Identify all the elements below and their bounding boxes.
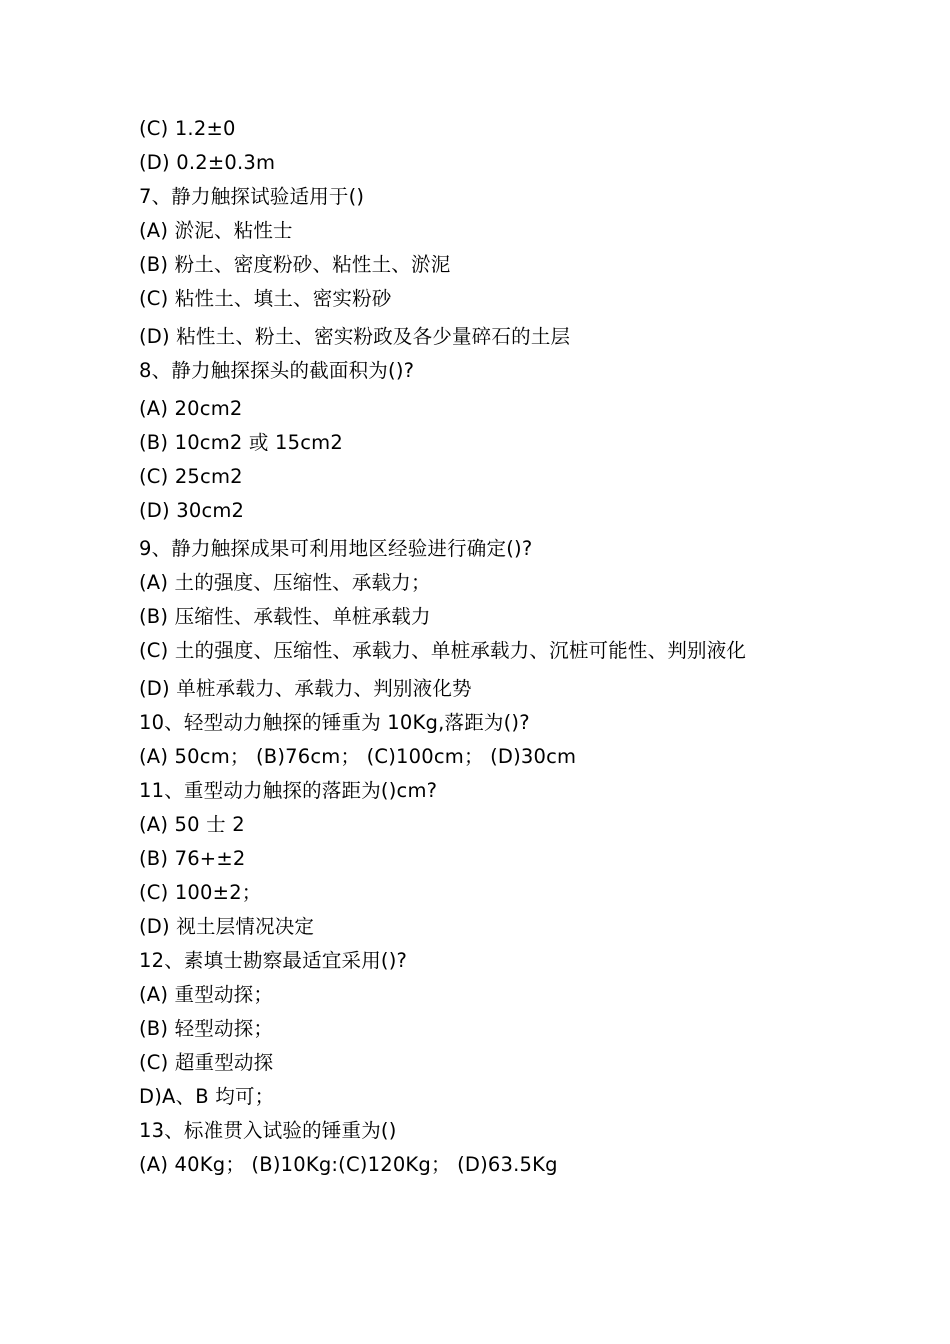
- option-a-q11: (A) 50 士 2: [139, 813, 245, 836]
- option-b-q12: (B) 轻型动探；: [139, 1017, 274, 1040]
- option-a-q8: (A) 20cm2: [139, 397, 243, 420]
- question-9: 9、静力触探成果可利用地区经验进行确定()?: [139, 537, 533, 560]
- option-b-q8: (B) 10cm2 或 15cm2: [139, 431, 343, 454]
- option-b-q11: (B) 76+±2: [139, 847, 246, 870]
- option-c-q6: (C) 1.2±0: [139, 117, 236, 140]
- option-d-q9: (D) 单桩承载力、承载力、判别液化势: [139, 677, 472, 700]
- option-a-q9: (A) 土的强度、压缩性、承载力；: [139, 571, 431, 594]
- option-c-q8: (C) 25cm2: [139, 465, 243, 488]
- option-d-q11: (D) 视土层情况决定: [139, 915, 315, 938]
- options-q13: (A) 40Kg； (B)10Kg:(C)120Kg； (D)63.5Kg: [139, 1153, 558, 1176]
- question-7: 7、静力触探试验适用于(): [139, 185, 365, 208]
- question-10: 10、轻型动力触探的锤重为 10Kg,落距为()?: [139, 711, 530, 734]
- question-11: 11、重型动力触探的落距为()cm?: [139, 779, 438, 802]
- options-q10: (A) 50cm； (B)76cm； (C)100cm； (D)30cm: [139, 745, 577, 768]
- option-c-q7: (C) 粘性土、填土、密实粉砂: [139, 287, 392, 310]
- question-8: 8、静力触探探头的截面积为()?: [139, 359, 415, 382]
- option-d-q6: (D) 0.2±0.3m: [139, 151, 276, 174]
- option-c-q9: (C) 土的强度、压缩性、承载力、单桩承载力、沉桩可能性、判别液化: [139, 639, 747, 662]
- question-13: 13、标准贯入试验的锤重为(): [139, 1119, 397, 1142]
- option-d-q12: D)A、B 均可；: [139, 1085, 275, 1108]
- option-c-q11: (C) 100±2；: [139, 881, 262, 904]
- option-b-q7: (B) 粉土、密度粉砂、粘性土、淤泥: [139, 253, 451, 276]
- option-b-q9: (B) 压缩性、承载性、单桩承载力: [139, 605, 431, 628]
- option-c-q12: (C) 超重型动探: [139, 1051, 274, 1074]
- document-body: [139, 112, 809, 1182]
- option-a-q7: (A) 淤泥、粘性士: [139, 219, 293, 242]
- question-12: 12、素填士勘察最适宜采用()?: [139, 949, 408, 972]
- option-d-q7: (D) 粘性土、粉土、密实粉政及各少量碎石的土层: [139, 325, 571, 348]
- option-d-q8: (D) 30cm2: [139, 499, 245, 522]
- option-a-q12: (A) 重型动探；: [139, 983, 274, 1006]
